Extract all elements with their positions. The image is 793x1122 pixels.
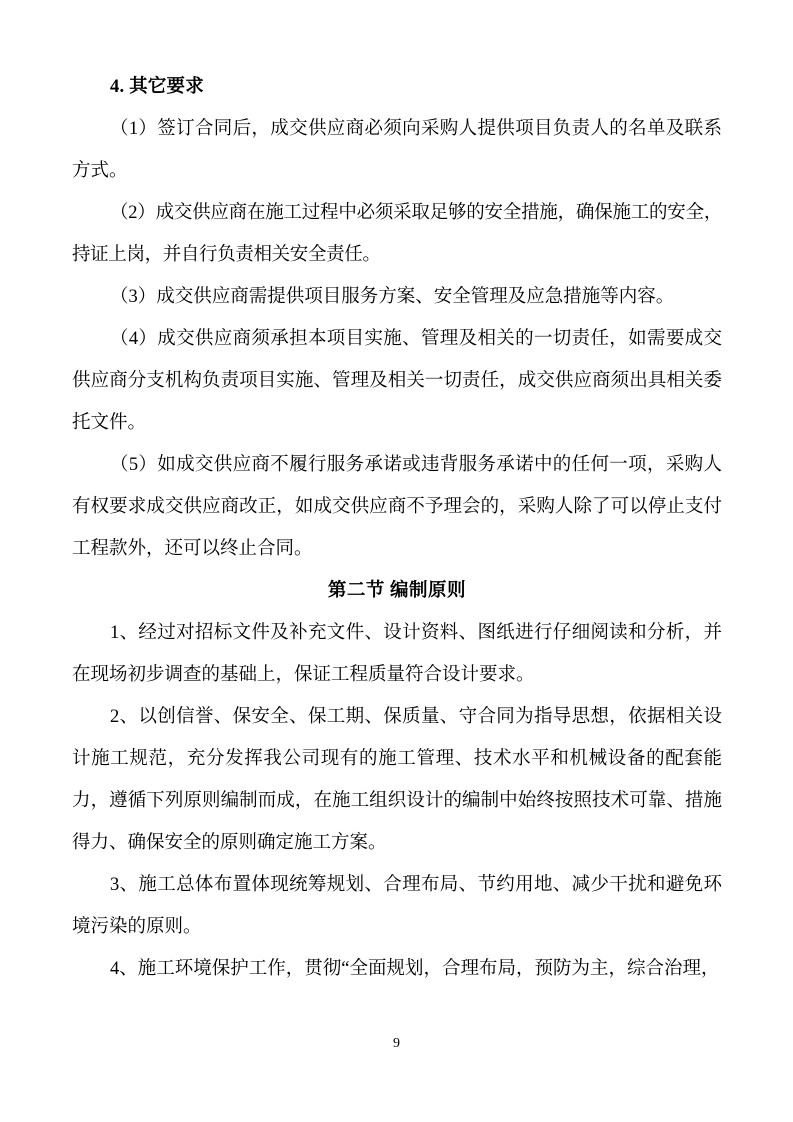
paragraph-other-requirements-2: （2）成交供应商在施工过程中必须采取足够的安全措施，确保施工的安全，持证上岗，并自行负责相关安全责任。 — [72, 203, 722, 265]
section-heading-compilation-principles: 第二节 编制原则 — [327, 581, 467, 601]
paragraph-compilation-principles-1: 1、经过对招标文件及补充文件、设计资料、图纸进行仔细阅读和分析，并在现场初步调查的基础上，保证工程质量符合设计要求。 — [72, 623, 722, 685]
paragraph-other-requirements-5: （5）如成交供应商不履行服务承诺或违背服务承诺中的任何一项，采购人有权要求成交供应商改正，如成交供应商不予理会的，采购人除了可以停止支付工程款外，还可以终止合同。 — [72, 455, 722, 559]
paragraph-compilation-principles-3: 3、施工总体布置体现统筹规划、合理布局、节约用地、减少干扰和避免环境污染的原则。 — [72, 875, 722, 937]
page-content — [72, 66, 722, 990]
paragraph-other-requirements-3: （3）成交供应商需提供项目服务方案、安全管理及应急措施等内容。 — [110, 287, 675, 307]
paragraph-compilation-principles-4: 4、施工环境保护工作，贯彻“全面规划，合理布局，预防为主，综合治理， — [110, 959, 720, 979]
section-heading-other-requirements: 4. 其它要求 — [110, 77, 204, 97]
paragraph-compilation-principles-2: 2、以创信誉、保安全、保工期、保质量、守合同为指导思想，依据相关设计施工规范，充分发挥我公司现有的施工管理、技术水平和机械设备的配套能力，遵循下列原则编制而成，在施工组织设计的编制中始终按照技术可靠、措施得力、确保安全的原则确定施工方案。 — [72, 707, 722, 853]
page-number: 9 — [393, 1036, 400, 1051]
paragraph-other-requirements-1: （1）签订合同后，成交供应商必须向采购人提供项目负责人的名单及联系方式。 — [72, 119, 722, 181]
paragraph-other-requirements-4: （4）成交供应商须承担本项目实施、管理及相关的一切责任，如需要成交供应商分支机构负责项目实施、管理及相关一切责任，成交供应商须出具相关委托文件。 — [72, 329, 722, 433]
